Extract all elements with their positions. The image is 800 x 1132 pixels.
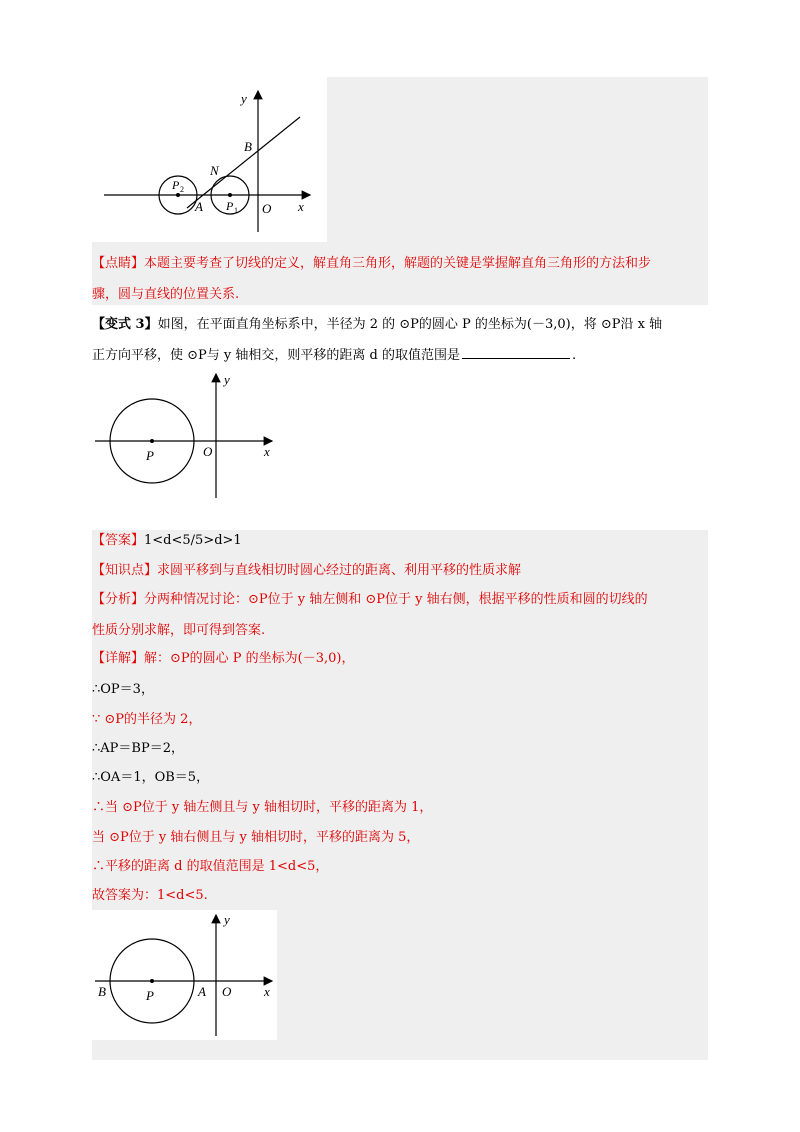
knowledge-text: 求圆平移到与直线相切时圆心经过的距离、利用平移的性质求解 — [157, 563, 522, 578]
detail-line-8 — [92, 858, 328, 876]
fig1-P1-sub: 1 — [234, 206, 238, 215]
fig2-x-label: x — [264, 444, 270, 459]
fig3-B-label: B — [98, 984, 106, 999]
analysis-line-2 — [92, 622, 265, 640]
analysis-tag: 【分析】 — [92, 592, 145, 607]
variant-text-2a: 正方向平移，使 ⊙P与 y 轴相交，则平移的距离 d 的取值范围是 — [92, 348, 460, 363]
detail-text-8: ∴平移的距离 d 的取值范围是 1<d<5， — [92, 859, 329, 874]
fig1-N-label: N — [210, 163, 219, 178]
answer-text: 1<d<5/5>d>1 — [144, 533, 242, 548]
variant-line-1 — [92, 316, 662, 334]
fig1-y-label: y — [241, 91, 247, 106]
analysis-line-1 — [92, 591, 648, 609]
detail-text-1: 解：⊙P的圆心 P 的坐标为(－3,0)， — [144, 651, 355, 666]
detail-line-1 — [92, 650, 355, 668]
fig1-P1-label: P — [226, 199, 234, 213]
dianjing-tag: 【点睛】 — [92, 256, 145, 271]
dianjing-line-2 — [92, 286, 239, 304]
detail-text-2: ∴OP＝3， — [92, 682, 154, 697]
detail-line-4 — [92, 740, 184, 758]
detail-line-3 — [92, 711, 201, 729]
fig1-A-label: A — [195, 199, 203, 214]
fig3-O-label: O — [222, 984, 232, 999]
detail-line-7 — [92, 829, 419, 847]
dianjing-line-1 — [92, 255, 651, 273]
fig3-P-label: P — [146, 988, 154, 1003]
dianjing-text-2: 骤，圆与直线的位置关系. — [92, 287, 240, 302]
detail-text-5: ∴OA＝1，OB＝5， — [92, 770, 210, 785]
detail-text-6: ∴当 ⊙P位于 y 轴左侧且与 y 轴相切时，平移的距离为 1， — [92, 800, 433, 815]
fig1-B-label: B — [244, 139, 252, 154]
fig1-O-label: O — [262, 201, 272, 216]
fig3-y-label: y — [224, 912, 230, 927]
answer-line — [92, 532, 242, 550]
figure-circle-p — [92, 368, 282, 503]
variant-text-1: 如图，在平面直角坐标系中，半径为 2 的 ⊙P的圆心 P 的坐标为(－3,0)，将 ⊙P沿 x 轴 — [157, 317, 663, 332]
analysis-text-2: 性质分别求解，即可得到答案. — [92, 623, 266, 638]
fig1-P2-sub: 2 — [180, 185, 184, 194]
fig1-x-label: x — [298, 199, 304, 214]
figure-tangent-circles — [92, 77, 327, 242]
variant-line-2 — [92, 346, 576, 365]
fig3-A-label: A — [198, 984, 206, 999]
fig2-y-label: y — [224, 372, 230, 387]
detail-text-9: 故答案为：1<d<5. — [92, 888, 208, 903]
analysis-text-1: 分两种情况讨论：⊙P位于 y 轴左侧和 ⊙P位于 y 轴右侧，根据平移的性质和圆的切线的 — [144, 592, 648, 607]
detail-text-7: 当 ⊙P位于 y 轴右侧且与 y 轴相切时，平移的距离为 5， — [92, 830, 420, 845]
knowledge-line — [92, 562, 521, 580]
detail-line-6 — [92, 799, 432, 817]
detail-text-4: ∴AP＝BP＝2， — [92, 741, 184, 756]
dianjing-text-1: 本题主要考查了切线的定义，解直角三角形，解题的关键是掌握解直角三角形的方法和步 — [144, 256, 652, 271]
variant-tag: 【变式 3】 — [92, 317, 158, 332]
detail-line-9 — [92, 887, 208, 905]
answer-blank — [462, 346, 570, 359]
fig2-O-label: O — [203, 444, 213, 459]
fig3-x-label: x — [264, 984, 270, 999]
fig1-P2-label: P — [172, 178, 180, 192]
variant-text-2b: . — [571, 348, 577, 363]
answer-tag: 【答案】 — [92, 533, 145, 548]
knowledge-tag: 【知识点】 — [92, 563, 158, 578]
fig2-P-label: P — [146, 448, 154, 463]
detail-line-5 — [92, 769, 209, 787]
figure-circle-p-labeled — [92, 910, 277, 1040]
detail-line-2 — [92, 681, 154, 699]
detail-text-3: ∵ ⊙P的半径为 2， — [92, 712, 202, 727]
detail-tag: 【详解】 — [92, 651, 145, 666]
